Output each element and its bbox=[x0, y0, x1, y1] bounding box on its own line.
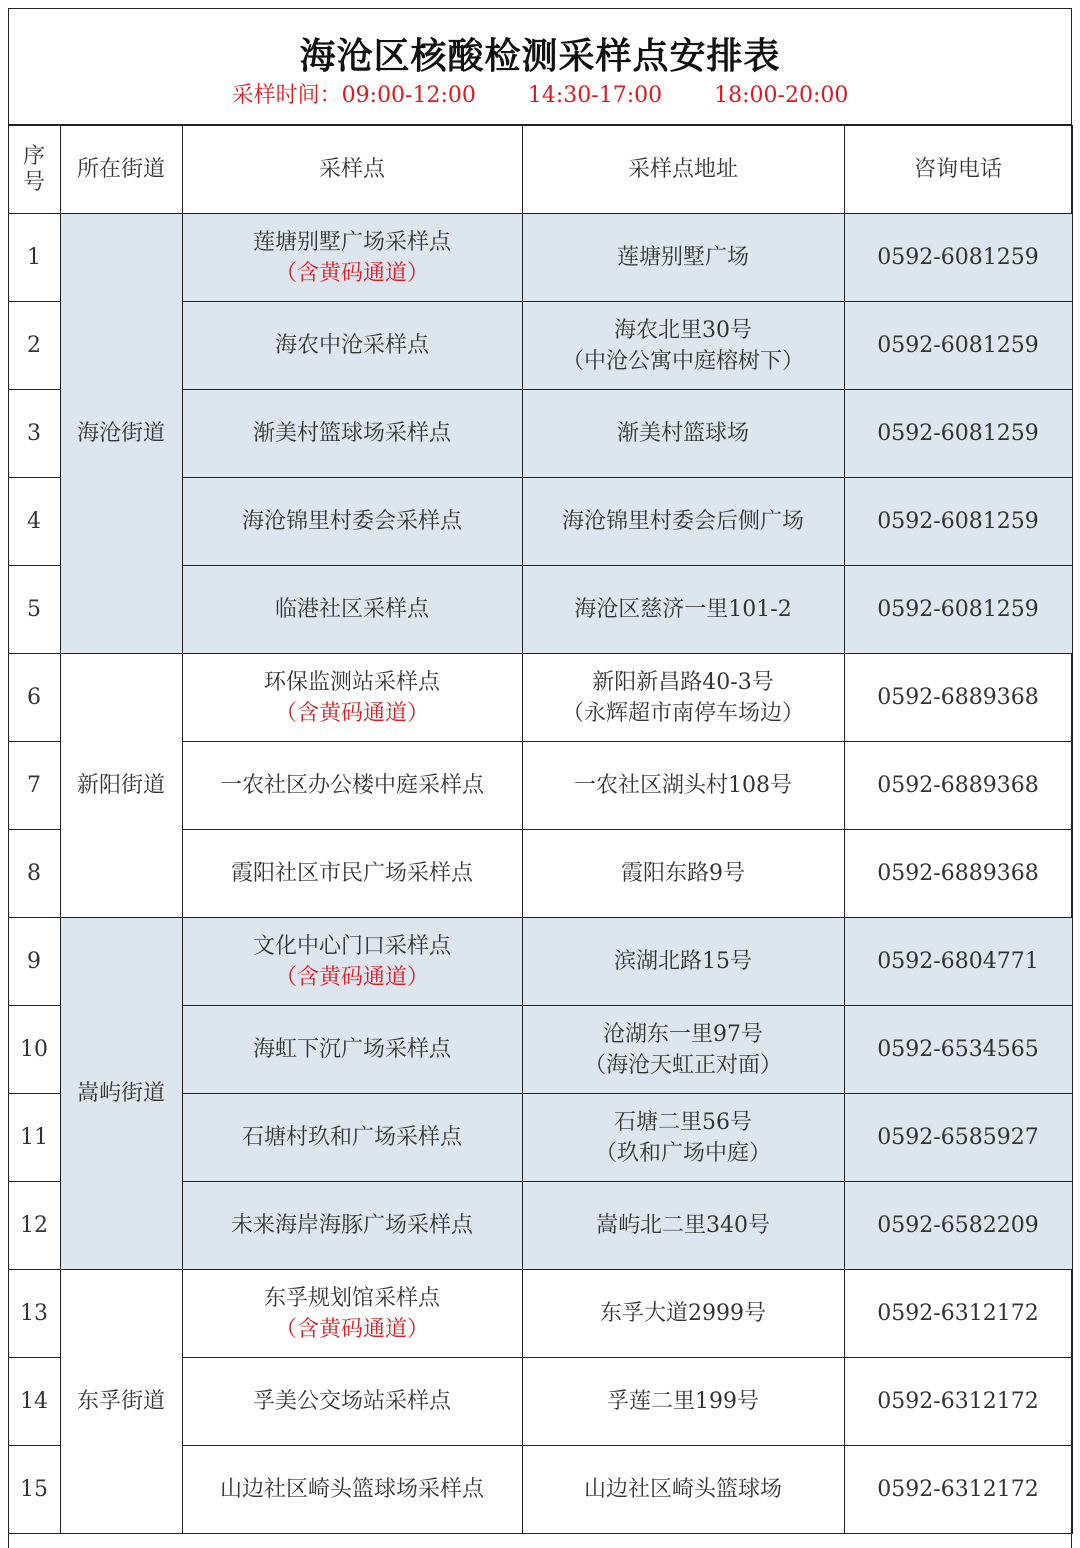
sites-table bbox=[8, 125, 1073, 1534]
site-name: 文化中心门口采样点 bbox=[252, 933, 451, 959]
address-line: 海沧区慈济一里101-2 bbox=[574, 597, 792, 622]
site-name: 东孚规划馆采样点 bbox=[263, 1285, 440, 1311]
row-index: 11 bbox=[8, 1094, 60, 1182]
table-header-row bbox=[8, 126, 1072, 214]
address-cell bbox=[522, 742, 844, 830]
address-cell bbox=[522, 1358, 844, 1446]
address-cell bbox=[522, 1270, 844, 1358]
hours-slot-2: 14:30-17:00 bbox=[527, 83, 663, 108]
site-name: 莲塘别墅广场采样点 bbox=[252, 229, 451, 255]
address-line: 山边社区崎头篮球场 bbox=[583, 1477, 782, 1502]
table-body bbox=[8, 214, 1072, 1534]
site-name: 临港社区采样点 bbox=[274, 597, 429, 622]
yellow-code-note: （含黄码通道） bbox=[274, 964, 429, 990]
address-line: 渐美村篮球场 bbox=[616, 421, 749, 446]
address-note: （海沧天虹正对面） bbox=[583, 1052, 782, 1078]
header-address: 采样点地址 bbox=[522, 126, 844, 214]
site-name: 海沧锦里村委会采样点 bbox=[241, 509, 462, 534]
yellow-code-note: （含黄码通道） bbox=[274, 1316, 429, 1342]
site-name-cell bbox=[182, 390, 522, 478]
site-name: 孚美公交场站采样点 bbox=[252, 1389, 451, 1414]
address-cell bbox=[522, 214, 844, 302]
hours-slot-1: 09:00-12:00 bbox=[341, 83, 476, 108]
address-note: （永辉超市南停车场边） bbox=[561, 700, 804, 726]
site-name: 海虹下沉广场采样点 bbox=[252, 1037, 451, 1062]
site-name: 海农中沧采样点 bbox=[274, 333, 429, 358]
address-line: 新阳新昌路40-3号 bbox=[592, 669, 774, 695]
phone-number: 0592-6534565 bbox=[844, 1006, 1072, 1094]
phone-number: 0592-6081259 bbox=[844, 390, 1072, 478]
site-name: 霞阳社区市民广场采样点 bbox=[230, 861, 473, 886]
row-index: 2 bbox=[8, 302, 60, 390]
row-index: 10 bbox=[8, 1006, 60, 1094]
phone-number: 0592-6804771 bbox=[844, 918, 1072, 1006]
yellow-code-note: （含黄码通道） bbox=[274, 700, 429, 726]
table-row bbox=[8, 1270, 1072, 1358]
address-line: 海沧锦里村委会后侧广场 bbox=[561, 509, 804, 534]
site-name-cell bbox=[182, 1006, 522, 1094]
address-cell bbox=[522, 302, 844, 390]
street-haicang: 海沧街道 bbox=[60, 214, 182, 654]
schedule-sheet bbox=[8, 8, 1072, 1548]
phone-number: 0592-6312172 bbox=[844, 1446, 1072, 1534]
site-name: 未来海岸海豚广场采样点 bbox=[230, 1213, 473, 1238]
address-cell bbox=[522, 830, 844, 918]
phone-number: 0592-6312172 bbox=[844, 1358, 1072, 1446]
address-cell bbox=[522, 654, 844, 742]
header-index bbox=[8, 126, 60, 214]
phone-number: 0592-6582209 bbox=[844, 1182, 1072, 1270]
header-phone: 咨询电话 bbox=[844, 126, 1072, 214]
site-name-cell bbox=[182, 654, 522, 742]
site-name: 渐美村篮球场采样点 bbox=[252, 421, 451, 446]
site-name: 一农社区办公楼中庭采样点 bbox=[219, 773, 484, 798]
row-index: 13 bbox=[8, 1270, 60, 1358]
row-index: 6 bbox=[8, 654, 60, 742]
table-row bbox=[8, 654, 1072, 742]
address-cell bbox=[522, 566, 844, 654]
table-row bbox=[8, 214, 1072, 302]
header-index-line1: 序 bbox=[22, 143, 45, 169]
phone-number: 0592-6081259 bbox=[844, 566, 1072, 654]
address-line: 沧湖东一里97号 bbox=[603, 1021, 763, 1047]
street-songyu: 嵩屿街道 bbox=[60, 918, 182, 1270]
sampling-hours bbox=[9, 81, 1071, 111]
site-name: 石塘村玖和广场采样点 bbox=[241, 1125, 462, 1150]
phone-number: 0592-6312172 bbox=[844, 1270, 1072, 1358]
address-note: （玖和广场中庭） bbox=[594, 1140, 771, 1166]
yellow-code-note: （含黄码通道） bbox=[274, 260, 429, 286]
street-dongfu: 东孚街道 bbox=[60, 1270, 182, 1534]
address-line: 石塘二里56号 bbox=[614, 1109, 752, 1135]
title-block bbox=[9, 9, 1071, 125]
site-name-cell bbox=[182, 1446, 522, 1534]
site-name-cell bbox=[182, 1358, 522, 1446]
phone-number: 0592-6889368 bbox=[844, 830, 1072, 918]
header-index-line2: 号 bbox=[22, 169, 45, 195]
phone-number: 0592-6889368 bbox=[844, 654, 1072, 742]
row-index: 14 bbox=[8, 1358, 60, 1446]
site-name-cell bbox=[182, 1270, 522, 1358]
site-name-cell bbox=[182, 1182, 522, 1270]
site-name-cell bbox=[182, 478, 522, 566]
site-name-cell bbox=[182, 214, 522, 302]
address-cell bbox=[522, 1446, 844, 1534]
site-name: 山边社区崎头篮球场采样点 bbox=[219, 1477, 484, 1502]
row-index: 3 bbox=[8, 390, 60, 478]
row-index: 12 bbox=[8, 1182, 60, 1270]
site-name-cell bbox=[182, 918, 522, 1006]
address-line: 孚莲二里199号 bbox=[607, 1389, 759, 1414]
hours-slot-3: 18:00-20:00 bbox=[714, 83, 849, 108]
address-cell bbox=[522, 1094, 844, 1182]
site-name-cell bbox=[182, 302, 522, 390]
address-cell bbox=[522, 390, 844, 478]
phone-number: 0592-6081259 bbox=[844, 478, 1072, 566]
address-line: 莲塘别墅广场 bbox=[616, 245, 749, 270]
row-index: 9 bbox=[8, 918, 60, 1006]
site-name-cell bbox=[182, 1094, 522, 1182]
address-cell bbox=[522, 1006, 844, 1094]
row-index: 7 bbox=[8, 742, 60, 830]
phone-number: 0592-6081259 bbox=[844, 302, 1072, 390]
site-name-cell bbox=[182, 566, 522, 654]
street-xinyang: 新阳街道 bbox=[60, 654, 182, 918]
address-line: 海农北里30号 bbox=[614, 317, 752, 343]
site-name-cell bbox=[182, 742, 522, 830]
address-line: 嵩屿北二里340号 bbox=[596, 1213, 770, 1238]
phone-number: 0592-6889368 bbox=[844, 742, 1072, 830]
address-line: 一农社区湖头村108号 bbox=[574, 773, 792, 798]
table-row bbox=[8, 918, 1072, 1006]
row-index: 4 bbox=[8, 478, 60, 566]
address-cell bbox=[522, 1182, 844, 1270]
hours-label: 采样时间： bbox=[231, 83, 342, 108]
phone-number: 0592-6081259 bbox=[844, 214, 1072, 302]
site-name-cell bbox=[182, 830, 522, 918]
phone-number: 0592-6585927 bbox=[844, 1094, 1072, 1182]
row-index: 8 bbox=[8, 830, 60, 918]
site-name: 环保监测站采样点 bbox=[263, 669, 440, 695]
address-cell bbox=[522, 918, 844, 1006]
address-line: 东孚大道2999号 bbox=[600, 1301, 766, 1326]
address-note: （中沧公寓中庭榕树下） bbox=[561, 348, 804, 374]
address-line: 霞阳东路9号 bbox=[621, 861, 745, 886]
row-index: 5 bbox=[8, 566, 60, 654]
header-site: 采样点 bbox=[182, 126, 522, 214]
header-street: 所在街道 bbox=[60, 126, 182, 214]
row-index: 15 bbox=[8, 1446, 60, 1534]
address-cell bbox=[522, 478, 844, 566]
address-line: 滨湖北路15号 bbox=[614, 949, 752, 974]
row-index: 1 bbox=[8, 214, 60, 302]
page-title: 海沧区核酸检测采样点安排表 bbox=[299, 36, 781, 77]
